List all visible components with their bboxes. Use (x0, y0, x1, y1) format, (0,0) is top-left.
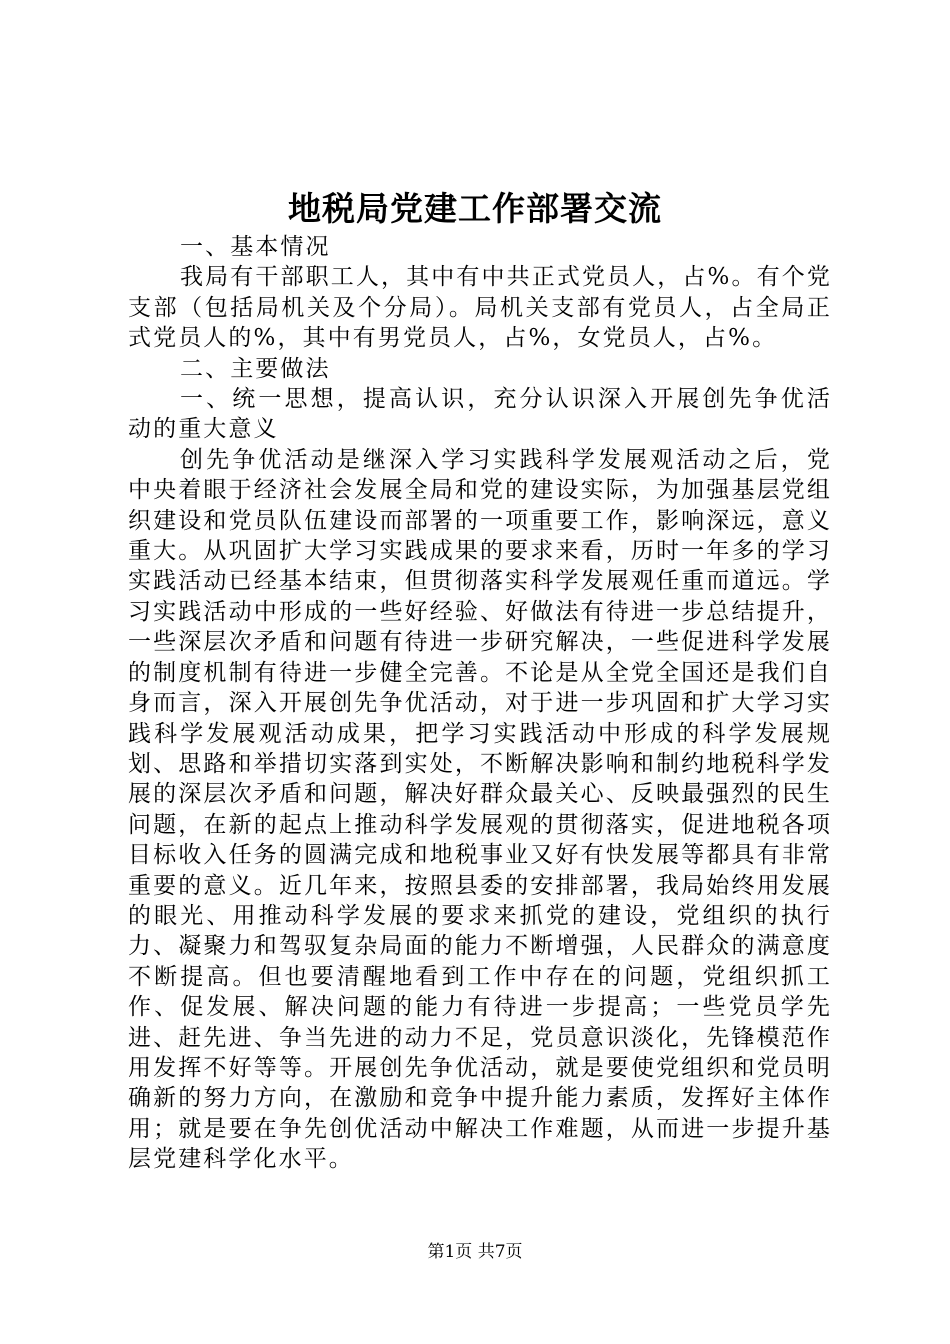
page-footer: 第1页 共7页 (427, 1242, 523, 1262)
paragraph-activity-significance: 创先争优活动是继深入学习实践科学发展观活动之后，党中央着眼于经济社会发展全局和党的建设实际，为加强基层党组织建设和党员队伍建设而部署的一项重要工作，影响深远，意义重大。从巩固扩大学习实践成果的要求来看，历时一年多的学习实践活动已经基本结束，但贯彻落实科学发展观任重而道远。学习实践活动中形成的一些好经验、好做法有待进一步总结提升，一些深层次矛盾和问题有待进一步研究解决，一些促进科学发展的制度机制有待进一步健全完善。不论是从全党全国还是我们自身而言，深入开展创先争优活动，对于进一步巩固和扩大学习实践科学发展观活动成果，把学习实践活动中形成的科学发展规划、思路和举措切实落到实处，不断解决影响和制约地税科学发展的深层次矛盾和问题，解决好群众最关心、反映最强烈的民生问题，在新的起点上推动科学发展观的贯彻落实，促进地税各项目标收入任务的圆满完成和地税事业又好有快发展等都具有非常重要的意义。近几年来，按照县委的安排部署，我局始终用发展的眼光、用推动科学发展的要求来抓党的建设，党组织的执行力、凝聚力和驾驭复杂局面的能力不断增强，人民群众的满意度不断提高。但也要清醒地看到工作中存在的问题，党组织抓工作、促发展、解决问题的能力有待进一步提高；一些党员学先进、赶先进、争当先进的动力不足，党员意识淡化，先锋模范作用发挥不好等等。开展创先争优活动，就是要使党组织和党员明确新的努力方向，在激励和竞争中提升能力素质，发挥好主体作用；就是要在争先创优活动中解决工作难题，从而进一步提升基层党建科学化水平。 (128, 446, 832, 1173)
section-heading-main-practices: 二、主要做法 (180, 355, 331, 382)
section-heading-basic-situation: 一、基本情况 (180, 234, 331, 260)
document-body (128, 232, 832, 1175)
document-title: 地税局党建工作部署交流 (288, 189, 662, 228)
paragraph-party-member-statistics: 我局有干部职工人，其中有中共正式党员人，占%。有个党支部（包括局机关及个分局）。局机关支部有党员人，占全局正式党员人的%，其中有男党员人，占%，女党员人，占%。 (128, 264, 832, 352)
subsection-heading-unify-thinking: 一、统一思想，提高认识，充分认识深入开展创先争优活动的重大意义 (128, 386, 832, 443)
